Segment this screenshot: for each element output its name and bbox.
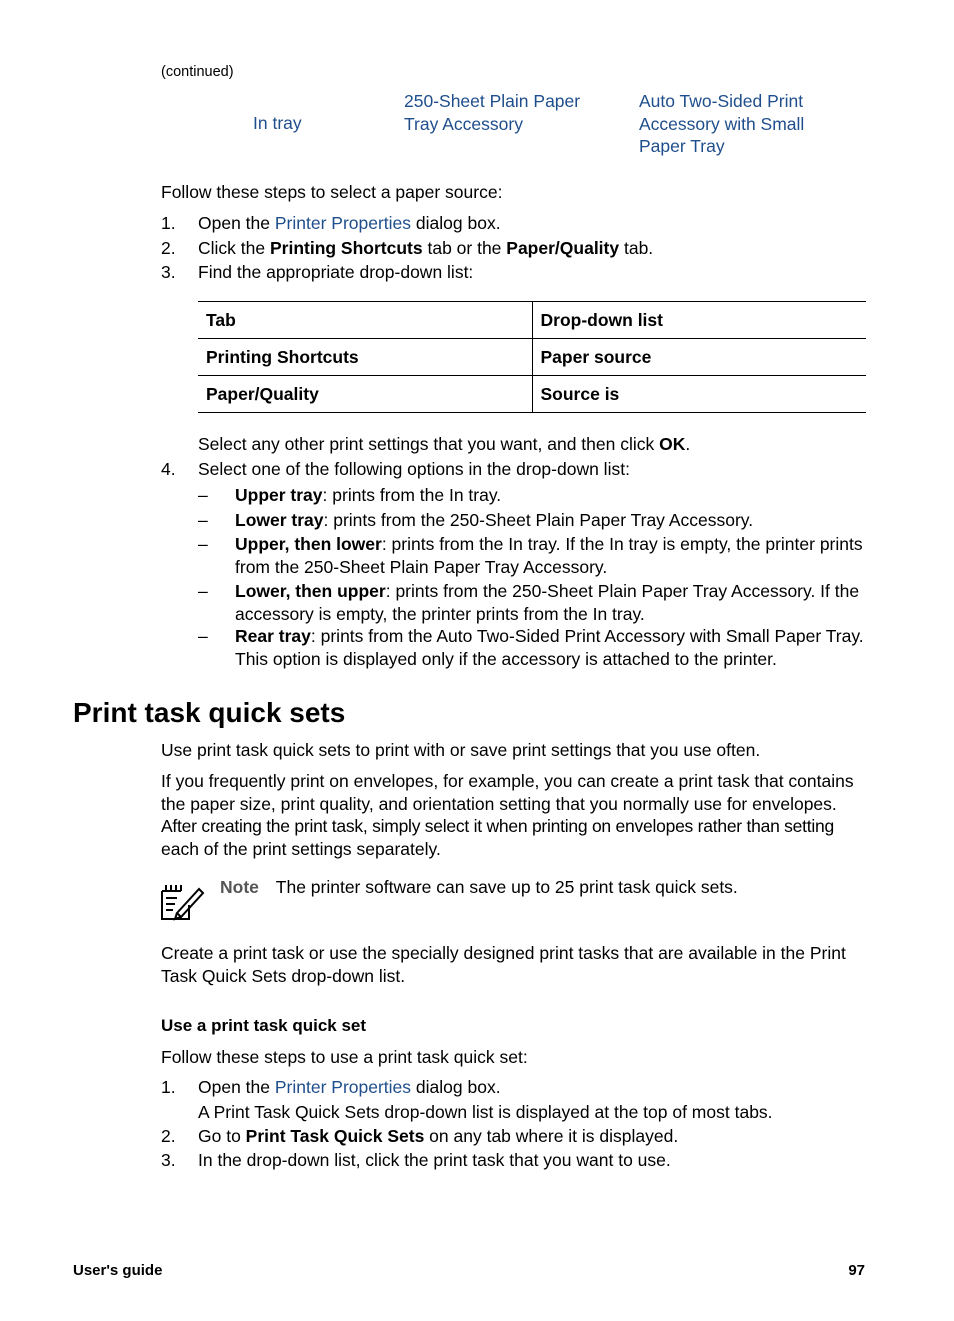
sub-step-1-post: dialog box.	[411, 1077, 501, 1097]
sub-step-2-pre: Go to	[198, 1126, 246, 1146]
step-2-number: 2.	[161, 238, 176, 258]
auto-two-sided-line3: Paper Tray	[639, 136, 725, 156]
table-row	[198, 376, 866, 413]
subsection-intro: Follow these steps to use a print task quick set:	[161, 1047, 528, 1067]
table-row	[198, 339, 866, 376]
print-task-quick-sets-bold: Print Task Quick Sets	[245, 1126, 425, 1146]
sheet-tray-line2: Tray Accessory	[404, 113, 523, 134]
select-other-settings	[198, 433, 690, 456]
option-dash: –	[198, 510, 208, 530]
option-desc: : prints from the Auto Two-Sided Print Accessory with Small Paper Tray. This option is displayed only if the accessory is attached to the printer.	[235, 626, 864, 669]
step-2-text	[198, 237, 653, 260]
step-4-text: Select one of the following options in the drop-down list:	[198, 459, 630, 479]
table-cell: Paper/Quality	[198, 376, 532, 413]
auto-two-sided-line1: Auto Two-Sided Print	[639, 91, 804, 111]
section-paragraph-2	[161, 770, 854, 860]
para-line: Task Quick Sets drop-down list.	[161, 965, 406, 986]
in-tray-link[interactable]: In tray	[253, 113, 302, 133]
step-1-post: dialog box.	[411, 213, 501, 233]
sub-step-3-number: 3.	[161, 1150, 176, 1170]
section-paragraph-3	[161, 942, 846, 987]
note-text: The printer software can save up to 25 print task quick sets.	[275, 877, 738, 897]
paper-quality-bold: Paper/Quality	[506, 238, 620, 258]
note	[220, 876, 738, 899]
auto-two-sided-link[interactable]	[639, 90, 804, 158]
table-cell: Printing Shortcuts	[198, 339, 532, 376]
sheet-tray-accessory-link[interactable]	[404, 90, 580, 135]
printer-properties-link-2[interactable]: Printer Properties	[274, 1077, 412, 1097]
sub-step-3-text: In the drop-down list, click the print task that you want to use.	[198, 1150, 671, 1170]
table-header-tab: Tab	[198, 302, 532, 339]
ok-bold: OK	[659, 434, 686, 454]
sub-step-1-extra: A Print Task Quick Sets drop-down list is displayed at the top of most tabs.	[198, 1102, 773, 1122]
sub-step-1-text	[198, 1076, 501, 1099]
section-paragraph-1: Use print task quick sets to print with or save print settings that you use often.	[161, 740, 761, 760]
select-other-pre: Select any other print settings that you want, and then click	[198, 434, 660, 454]
option-dash: –	[198, 485, 208, 505]
page-number: 97	[848, 1262, 865, 1279]
sub-step-1-number: 1.	[161, 1077, 176, 1097]
step-3-number: 3.	[161, 262, 176, 282]
dropdown-table	[198, 301, 866, 413]
auto-two-sided-line2: Accessory with Small	[639, 113, 805, 134]
step-1-number: 1.	[161, 213, 176, 233]
sub-step-2-text	[198, 1125, 678, 1148]
step-3-text: Find the appropriate drop-down list:	[198, 262, 474, 282]
step-1-pre: Open the	[198, 213, 275, 233]
option-label: Lower, then upper	[235, 581, 386, 601]
option-label: Upper tray	[235, 485, 323, 505]
para-line: If you frequently print on envelopes, for example, you can create a print task that contains	[161, 771, 854, 791]
sub-step-2-number: 2.	[161, 1126, 176, 1146]
option-label: Upper, then lower	[235, 534, 382, 554]
printing-shortcuts-bold: Printing Shortcuts	[269, 238, 423, 258]
option-lower-then-upper	[235, 580, 875, 625]
printer-properties-link[interactable]: Printer Properties	[274, 213, 412, 233]
option-lower-tray	[235, 509, 875, 532]
option-label: Rear tray	[235, 626, 311, 646]
option-desc: : prints from the In tray.	[322, 485, 502, 505]
para-line: After creating the print task, simply select it when printing on envelopes rather than setting	[161, 816, 834, 836]
sheet-tray-line1: 250-Sheet Plain Paper	[404, 91, 581, 111]
subsection-title: Use a print task quick set	[161, 1016, 367, 1035]
continued-label: (continued)	[161, 64, 234, 80]
table-cell: Source is	[532, 376, 866, 413]
step-2-post: tab.	[619, 238, 654, 258]
select-other-post: .	[685, 434, 691, 454]
para-line: Create a print task or use the specially designed print tasks that are available in the Print	[161, 943, 846, 963]
option-dash: –	[198, 626, 208, 646]
option-desc: : prints from the In tray. If the In tray is empty, the printer prints from the 250-Sheet Plain Paper Tray Accessory.	[235, 534, 863, 577]
table-cell: Paper source	[532, 339, 866, 376]
option-desc: : prints from the 250-Sheet Plain Paper Tray Accessory. If the accessory is empty, the printer prints from the In tray.	[235, 581, 860, 624]
para-line: each of the print settings separately.	[161, 838, 441, 859]
step-2-mid: tab or the	[422, 238, 507, 258]
table-header-dropdown: Drop-down list	[532, 302, 866, 339]
note-label: Note	[220, 877, 259, 897]
note-pencil-icon	[159, 879, 205, 923]
para-line: the paper size, print quality, and orientation setting that you normally use for envelopes.	[161, 793, 837, 814]
footer-title: User's guide	[73, 1262, 163, 1279]
section-title: Print task quick sets	[73, 697, 346, 728]
table-header-row	[198, 302, 866, 339]
option-upper-tray	[235, 484, 875, 507]
sub-step-2-post: on any tab where it is displayed.	[424, 1126, 679, 1146]
step-2-pre: Click the	[198, 238, 270, 258]
step-1-text	[198, 212, 501, 235]
option-desc: : prints from the 250-Sheet Plain Paper Tray Accessory.	[323, 510, 754, 530]
paper-source-intro: Follow these steps to select a paper source:	[161, 182, 503, 202]
option-label: Lower tray	[235, 510, 324, 530]
option-dash: –	[198, 581, 208, 601]
option-upper-then-lower	[235, 533, 875, 578]
option-dash: –	[198, 534, 208, 554]
sub-step-1-pre: Open the	[198, 1077, 275, 1097]
step-4-number: 4.	[161, 459, 176, 479]
option-rear-tray	[235, 625, 875, 670]
